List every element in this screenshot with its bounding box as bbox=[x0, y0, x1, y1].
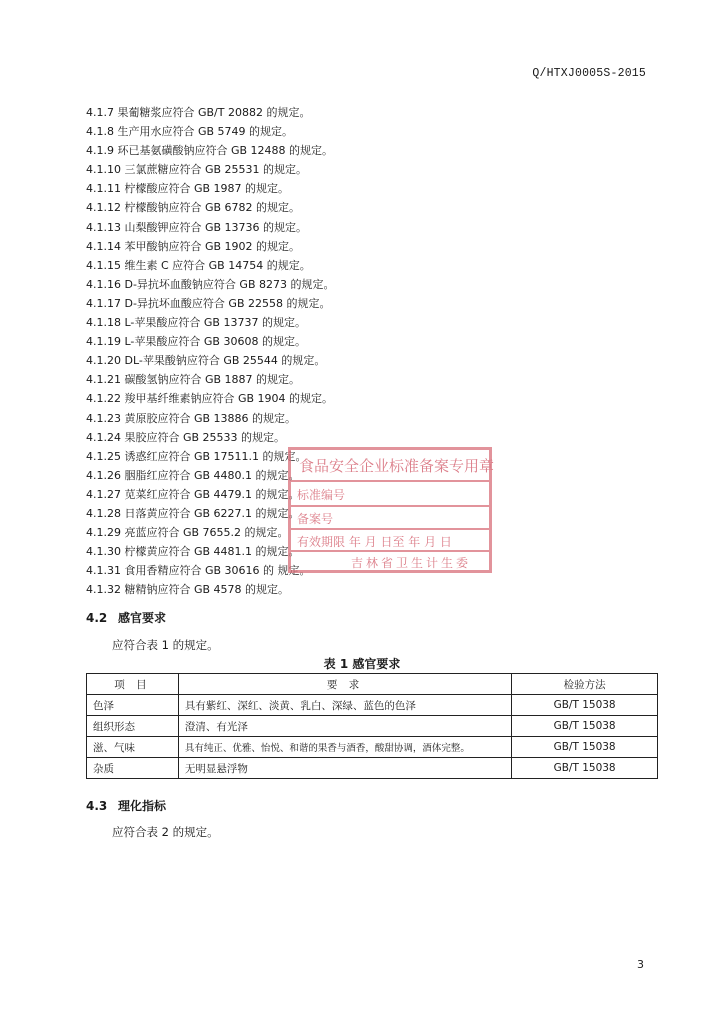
list-item: 4.1.29 亮蓝应符合 GB 7655.2 的规定。 bbox=[86, 526, 289, 540]
section-heading-4-2 bbox=[86, 609, 166, 626]
list-item: 4.1.22 羧甲基纤维素钠应符合 GB 1904 的规定。 bbox=[86, 392, 334, 406]
stamp-validity: 有效期限 年 月 日至 年 月 日 bbox=[297, 535, 452, 549]
section-number: 4.2 bbox=[86, 611, 108, 625]
table-cell: GB/T 15038 bbox=[512, 758, 658, 779]
list-item: 4.1.14 苯甲酸钠应符合 GB 1902 的规定。 bbox=[86, 239, 301, 253]
table-row bbox=[87, 695, 658, 716]
filing-stamp bbox=[288, 447, 495, 573]
page-number: 3 bbox=[637, 958, 644, 971]
list-item: 4.1.10 三氯蔗糖应符合 GB 25531 的规定。 bbox=[86, 163, 308, 177]
table-cell: 滋、气味 bbox=[87, 737, 179, 758]
table-cell: 无明显悬浮物 bbox=[178, 758, 511, 779]
list-item: 4.1.25 诱惑红应符合 GB 17511.1 的规定。 bbox=[86, 449, 307, 463]
list-item: 4.1.30 柠檬黄应符合 GB 4481.1 的规定。 bbox=[86, 545, 300, 559]
table-cell: 杂质 bbox=[87, 758, 179, 779]
list-item: 4.1.15 维生素 C 应符合 GB 14754 的规定。 bbox=[86, 258, 311, 272]
list-item: 4.1.31 食用香精应符合 GB 30616 的 规定。 bbox=[86, 564, 311, 578]
section-text: 应符合表 1 的规定。 bbox=[112, 638, 219, 652]
sensory-table bbox=[86, 673, 658, 779]
stamp-title: 食品安全企业标准备案专用章 bbox=[299, 457, 495, 475]
list-item: 4.1.19 L-苹果酸应符合 GB 30608 的规定。 bbox=[86, 335, 306, 349]
list-item: 4.1.8 生产用水应符合 GB 5749 的规定。 bbox=[86, 125, 294, 139]
list-item: 4.1.27 苋菜红应符合 GB 4479.1 的规定。 bbox=[86, 487, 300, 501]
list-item: 4.1.18 L-苹果酸应符合 GB 13737 的规定。 bbox=[86, 316, 306, 330]
table-cell: GB/T 15038 bbox=[512, 695, 658, 716]
stamp-standard-number: 标准编号 bbox=[297, 488, 346, 502]
section-heading-4-3 bbox=[86, 797, 166, 814]
column-header: 要 求 bbox=[178, 674, 511, 695]
section-title: 感官要求 bbox=[118, 611, 167, 625]
table-cell: GB/T 15038 bbox=[512, 737, 658, 758]
list-item: 4.1.9 环已基氨磺酸钠应符合 GB 12488 的规定。 bbox=[86, 144, 334, 158]
table-row bbox=[87, 716, 658, 737]
section-number: 4.3 bbox=[86, 799, 108, 813]
table-row bbox=[87, 758, 658, 779]
list-item: 4.1.24 果胶应符合 GB 25533 的规定。 bbox=[86, 430, 286, 444]
stamp-filing-number: 备案号 bbox=[297, 512, 334, 526]
table-cell: 澄清、有光泽 bbox=[178, 716, 511, 737]
table-cell: GB/T 15038 bbox=[512, 716, 658, 737]
list-item: 4.1.28 日落黄应符合 GB 6227.1 的规定。 bbox=[86, 506, 300, 520]
table-caption: 表 1 感官要求 bbox=[323, 657, 401, 671]
table-header-row bbox=[87, 674, 658, 695]
list-item: 4.1.17 D-异抗坏血酸应符合 GB 22558 的规定。 bbox=[86, 296, 331, 310]
table-row bbox=[87, 737, 658, 758]
list-item: 4.1.12 柠檬酸钠应符合 GB 6782 的规定。 bbox=[86, 201, 301, 215]
list-item: 4.1.13 山梨酸钾应符合 GB 13736 的规定。 bbox=[86, 220, 308, 234]
column-header: 检验方法 bbox=[512, 674, 658, 695]
list-item: 4.1.11 柠檬酸应符合 GB 1987 的规定。 bbox=[86, 182, 290, 196]
list-item: 4.1.7 果葡糖浆应符合 GB/T 20882 的规定。 bbox=[86, 106, 311, 119]
stamp-authority: 吉林省卫生计生委 bbox=[351, 556, 472, 570]
list-item: 4.1.20 DL-苹果酸钠应符合 GB 25544 的规定。 bbox=[86, 354, 326, 368]
table-cell: 色泽 bbox=[87, 695, 179, 716]
list-item: 4.1.21 碳酸氢钠应符合 GB 1887 的规定。 bbox=[86, 373, 301, 387]
table-cell: 组织形态 bbox=[87, 716, 179, 737]
section-text: 应符合表 2 的规定。 bbox=[112, 825, 219, 839]
list-item: 4.1.26 胭脂红应符合 GB 4480.1 的规定。 bbox=[86, 468, 300, 482]
table-cell: 具有紫红、深红、淡黄、乳白、深绿、蓝色的色泽 bbox=[178, 695, 511, 716]
list-item: 4.1.32 糖精钠应符合 GB 4578 的规定。 bbox=[86, 583, 290, 597]
list-item: 4.1.23 黄原胶应符合 GB 13886 的规定。 bbox=[86, 411, 297, 425]
column-header: 项 目 bbox=[87, 674, 179, 695]
section-title: 理化指标 bbox=[118, 799, 167, 813]
list-item: 4.1.16 D-异抗坏血酸钠应符合 GB 8273 的规定。 bbox=[86, 277, 335, 291]
table-cell: 具有纯正、优雅、怡悦、和谐的果香与酒香，酸甜协调，酒体完整。 bbox=[178, 737, 511, 758]
standard-code: Q/HTXJ0005S-2015 bbox=[532, 67, 646, 80]
